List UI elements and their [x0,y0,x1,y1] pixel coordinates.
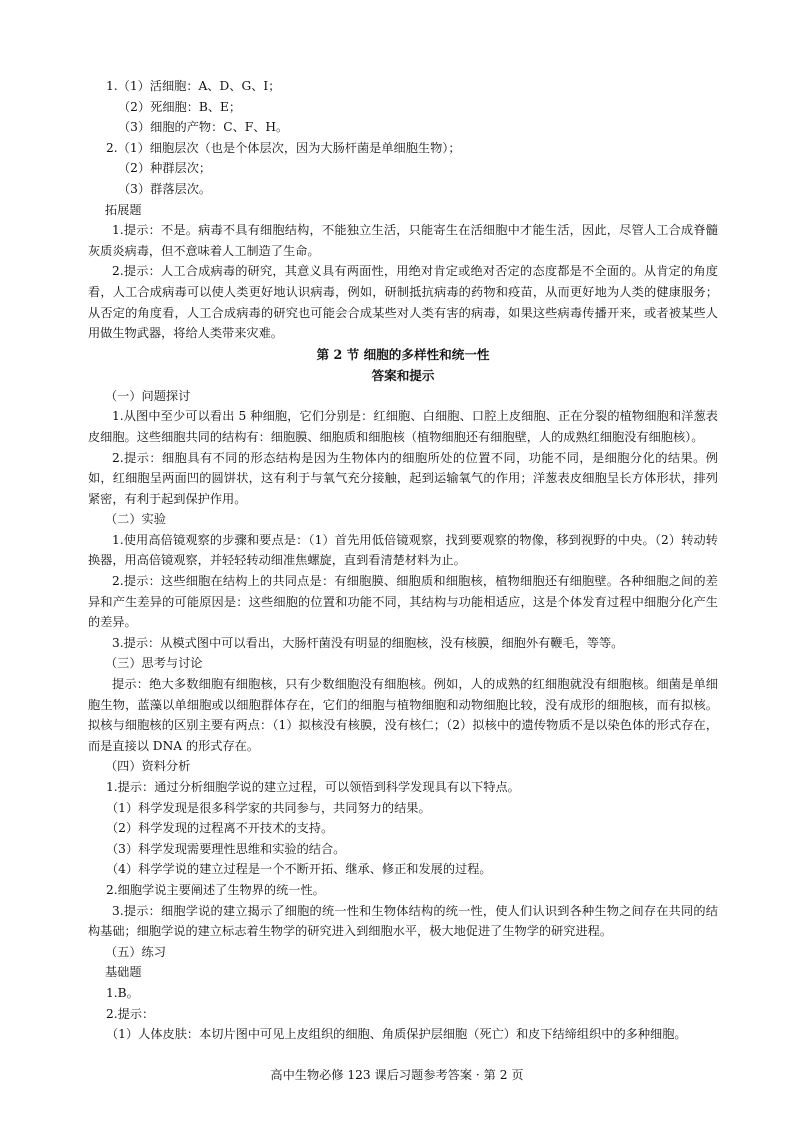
text-line: 1.提示：通过分析细胞学说的建立过程，可以领悟到科学发现具有以下特点。 [106,780,520,794]
text-line: 基础题 [105,965,142,980]
text-line: （1）科学发现是很多科学家的共同参与，共同努力的结果。 [106,800,431,815]
text-line: 1.（1）活细胞：A、D、G、I； [106,79,281,93]
text-line: （3）细胞的产物：C、F、H。 [118,120,289,135]
text-line: 3.提示：细胞学说的建立揭示了细胞的统一性和生物体结构的统一性，使人们认识到各种生物之间存在共同的结构基础；细胞学说的建立标志着生物学的研究进入到细胞水平，极大地促进了生物学的研究进程。 [88,903,718,939]
text-line: （一）问题探讨 [105,388,191,403]
text-line: 1.提示：不是。病毒不具有细胞结构，不能独立生活，只能寄生在活细胞中才能生活，因此，尽管人工合成脊髓灰质炎病毒，但不意味着人工制造了生命。 [88,223,718,258]
text-line: （五）练习 [105,944,166,959]
section-heading: 答案和提示 [371,367,435,383]
text-line: （四）资料分析 [105,759,191,774]
text-line: （三）思考与讨论 [105,656,203,671]
text-line: （1）人体皮肤：本切片图中可见上皮组织的细胞、角质保护层细胞（死亡）和皮下结缔组织中的多种细胞。 [106,1027,687,1042]
text-line: 2.提示： [106,1006,155,1021]
text-line: （2）种群层次； [118,161,212,176]
text-line: 2.提示：这些细胞在结构上的共同点是：有细胞膜、细胞质和细胞核，植物细胞还有细胞壁。各种细胞之间的差异和产生差异的可能原因是：这些细胞的位置和功能不同，其结构与功能相适应，这是个体发育过程中细胞分化产生的差异。 [88,574,718,630]
text-line: 2.（1）细胞层次（也是个体层次，因为大肠杆菌是单细胞生物）； [106,140,461,155]
page-content [88,76,718,1045]
text-line: 1.使用高倍镜观察的步骤和要点是：（1）首先用低倍镜观察，找到要观察的物像，移到视野的中央。（2）转动转换器，用高倍镜观察，并轻轻转动细准焦螺旋，直到看清楚材料为止。 [88,532,718,568]
page-footer: 高中生物必修 123 课后习题参考答案 · 第 2 页 [270,1068,524,1082]
text-line: 1.B。 [106,985,139,1000]
text-line: 1.从图中至少可以看出 5 种细胞，它们分别是：红细胞、白细胞、口腔上皮细胞、正在分裂的植物细胞和洋葱表皮细胞。这些细胞共同的结构有：细胞膜、细胞质和细胞核（植物细胞还有细胞壁，人的成熟红细胞没有细胞核）。 [88,409,718,444]
section-heading: 第 2 节 细胞的多样性和统一性 [316,346,490,362]
text-line: （二）实验 [105,512,166,527]
text-line: （3）科学发现需要理性思维和实验的结合。 [106,841,346,856]
text-line: 2.细胞学说主要阐述了生物界的统一性。 [106,882,325,897]
text-line: 2.提示：细胞具有不同的形态结构是因为生物体内的细胞所处的位置不同，功能不同，是细胞分化的结果。例如，红细胞呈两面凹的圆饼状，这有利于与氧气充分接触，起到运输氧气的作用；洋葱表皮细胞呈长方体形状，排列紧密，有利于起到保护作用。 [88,450,718,506]
text-line: （2）科学发现的过程离不开技术的支持。 [106,821,334,836]
text-line: 3.提示：从模式图中可以看出，大肠杆菌没有明显的细胞核，没有核膜，细胞外有鞭毛，等等。 [112,635,624,650]
text-line: 提示：绝大多数细胞有细胞核，只有少数细胞没有细胞核。例如，人的成熟的红细胞就没有细胞核。细菌是单细胞生物，蓝藻以单细胞或以细胞群体存在，它们的细胞与植物细胞和动物细胞比较，没有成形的细胞核，而有拟核。拟核与细胞核的区别主要有两点：（1）拟核没有核膜，没有核仁；（2）拟核中的遗传物质不是以染色体的形式存在，而是直接以 DNA 的形式存在。 [88,677,718,753]
text-line: （3）群落层次。 [118,181,212,196]
text-line: 2.提示：人工合成病毒的研究，其意义具有两面性，用绝对肯定或绝对否定的态度都是不全面的。从肯定的角度看，人工合成病毒可以使人类更好地认识病毒，例如，研制抵抗病毒的药物和疫苗，从而更好地为人类的健康服务；从否定的角度看，人工合成病毒的研究也可能会合成某些对人类有害的病毒，如果这些病毒传播开来，或者被某些人用做生物武器，将给人类带来灾难。 [88,264,718,341]
text-line: 拓展题 [105,202,142,217]
text-line: （2）死细胞：B、E； [118,99,242,114]
text-line: （4）科学学说的建立过程是一个不断开拓、继承、修正和发展的过程。 [106,862,492,877]
